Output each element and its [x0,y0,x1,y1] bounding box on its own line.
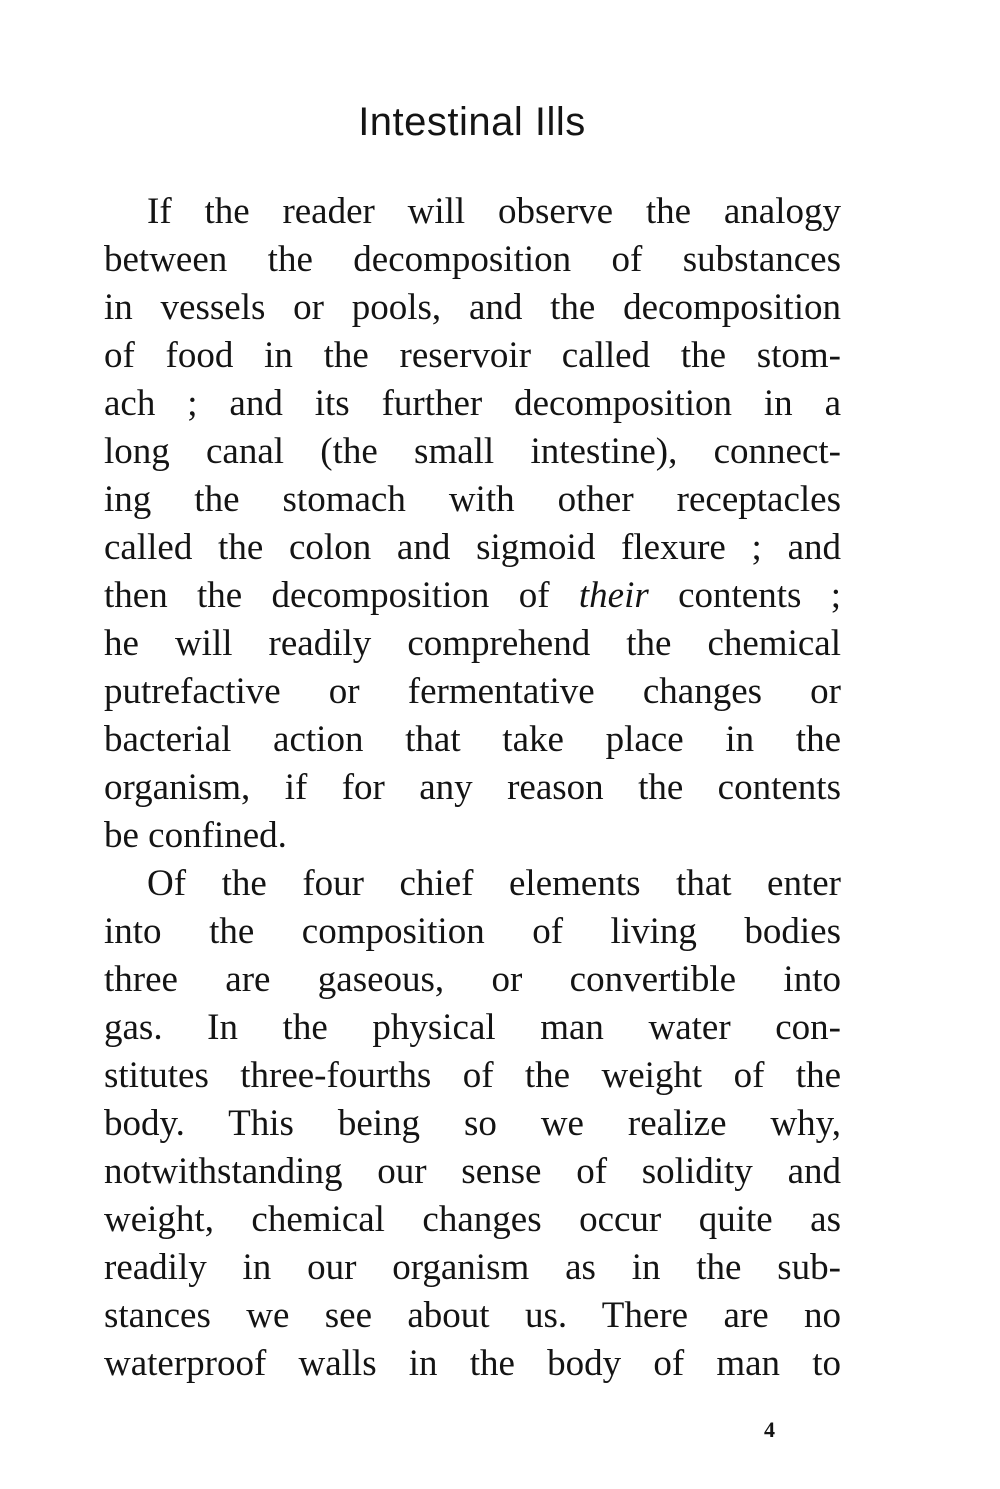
text-line: three are gaseous, or convertible into [104,959,841,1000]
text-line: called the colon and sigmoid flexure ; and [104,527,841,568]
page-title: Intestinal Ills [358,100,586,144]
text-line: stances we see about us. There are no [104,1295,841,1336]
text-line: be confined. [104,815,287,856]
text-line: bacterial action that take place in the [104,719,841,760]
text-line-with-italic [104,572,841,620]
text-line: ach ; and its further decomposition in a [104,383,841,424]
text-line: between the decomposition of substances [104,239,841,280]
text-line: body. This being so we realize why, [104,1103,841,1144]
text-line: long canal (the small intestine), connect- [104,431,841,472]
text-line: putrefactive or fermentative changes or [104,671,841,712]
text-line: into the composition of living bodies [104,911,841,952]
text-line: readily in our organism as in the sub- [104,1247,841,1288]
text-line: stitutes three-fourths of the weight of the [104,1055,841,1096]
text-line: ing the stomach with other receptacles [104,479,841,520]
italic-emphasis: their [578,575,649,616]
text-line: of food in the reservoir called the stom- [104,335,841,376]
text-line: waterproof walls in the body of man to [104,1343,841,1384]
text-line: If the reader will observe the analogy [147,191,841,232]
text-line: he will readily comprehend the chemical [104,623,841,664]
text-line: weight, chemical changes occur quite as [104,1199,841,1240]
text-line: organism, if for any reason the contents [104,767,841,808]
signature-mark: 4 [764,1417,775,1442]
text-line: Of the four chief elements that enter [147,863,841,904]
text-line: notwithstanding our sense of solidity and [104,1151,841,1192]
text-line: gas. In the physical man water con- [104,1007,841,1048]
text-run: then the decomposition of [104,575,579,616]
text-run: contents ; [648,575,841,616]
text-line: in vessels or pools, and the decomposition [104,287,841,328]
